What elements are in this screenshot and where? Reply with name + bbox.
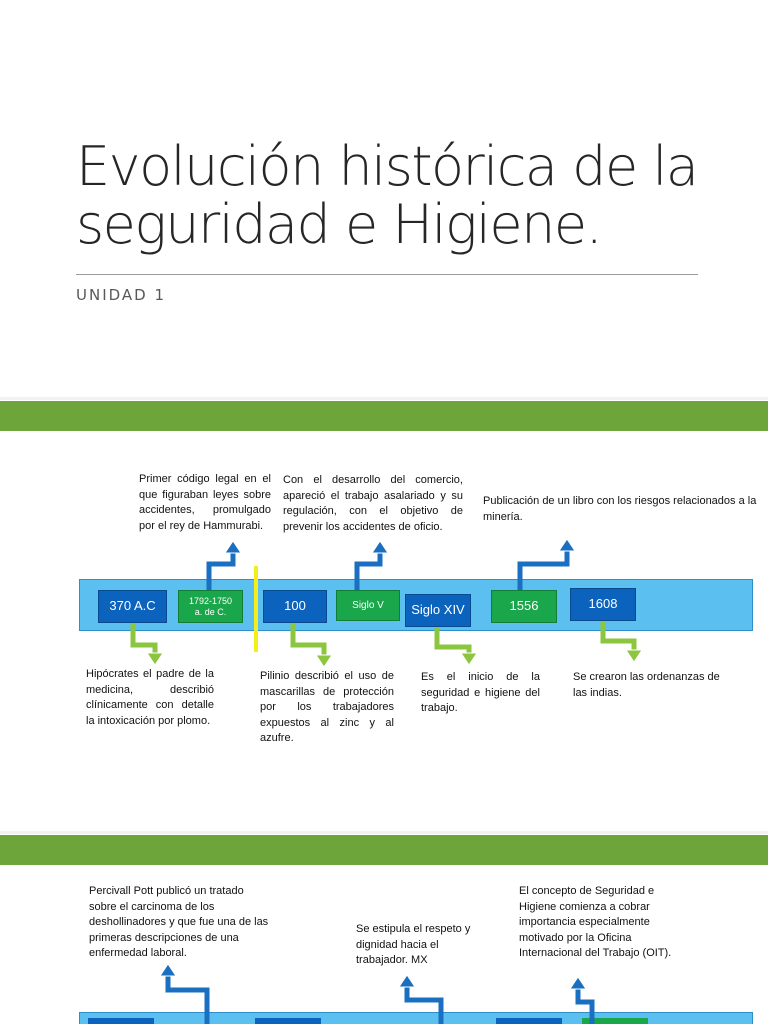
note-inicio: Es el inicio de la seguridad e higiene del trabajo. bbox=[421, 671, 540, 714]
arrowhead-indias bbox=[626, 650, 642, 662]
note-respeto: Se estipula el respeto y dignidad hacia el trabajador. MX bbox=[356, 923, 471, 966]
event-1792-1750-line-2: a. de C. bbox=[194, 606, 227, 617]
arrowhead-pott bbox=[160, 964, 176, 976]
arrowhead-concepto bbox=[570, 977, 586, 989]
slide-title bbox=[76, 135, 756, 256]
arrowhead-hammurabi bbox=[225, 541, 241, 553]
note-hammurabi: Primer código legal en el que figuraban leyes sobre accidentes, promulgado por el rey de Hammurabi. bbox=[139, 473, 271, 532]
note-mineria: Publicación de un libro con los riesgos relacionados a la minería. bbox=[483, 495, 757, 523]
event-box-partial-3 bbox=[255, 1018, 321, 1024]
event-100: 100 bbox=[263, 590, 327, 623]
note-pilinio: Pilinio describió el uso de mascarillas de protección por los trabajadores expuestos al zinc y al azufre. bbox=[260, 670, 394, 744]
slide-subtitle: UNIDAD 1 bbox=[76, 286, 167, 304]
note-concepto: El concepto de Seguridad e Higiene comienza a cobrar importancia especialmente motivado por la Oficina Internacional del Trabajo (OIT). bbox=[519, 885, 672, 959]
arrowhead-hipocrates bbox=[147, 653, 163, 665]
slide-title-line-2: seguridad e Higiene. bbox=[76, 193, 602, 256]
slide-header-band bbox=[0, 401, 768, 431]
title-divider bbox=[76, 274, 698, 275]
slide-title-line-1: Evolución histórica de la bbox=[76, 135, 698, 198]
event-box-partial bbox=[582, 1018, 648, 1024]
event-370ac: 370 A.C bbox=[98, 590, 167, 623]
title-slide bbox=[0, 0, 768, 400]
slide-header-band-2 bbox=[0, 835, 768, 865]
event-1792-1750-line-1: 1792-1750 bbox=[188, 596, 233, 607]
arrowhead-inicio bbox=[461, 653, 477, 665]
event-1792-1750 bbox=[178, 590, 243, 623]
arrowhead-pilinio bbox=[316, 655, 332, 667]
event-1556: 1556 bbox=[491, 590, 557, 623]
arrowhead-respeto bbox=[399, 975, 415, 987]
note-pott: Percivall Pott publicó un tratado sobre el carcinoma de los deshollinadores y que fue una de las primeras descripciones de una enfermedad laboral. bbox=[89, 885, 269, 959]
event-siglo-v: Siglo V bbox=[336, 590, 400, 621]
note-indias: Se crearon las ordenanzas de las indias. bbox=[573, 671, 720, 699]
note-comercio: Con el desarrollo del comercio, apareció el trabajo asalariado y su regulación, con el objetivo de prevenir los accidentes de oficio. bbox=[283, 474, 463, 533]
slide-separator-2 bbox=[0, 831, 768, 834]
arrow-down-inicio bbox=[437, 627, 469, 654]
event-1608: 1608 bbox=[570, 588, 636, 621]
timeline-bar-2 bbox=[79, 1012, 753, 1024]
event-box-partial-4 bbox=[88, 1018, 154, 1024]
note-hipocrates: Hipócrates el padre de la medicina, describió clínicamente con detalle la intoxicación por plomo. bbox=[86, 668, 214, 727]
slide-separator bbox=[0, 397, 768, 400]
event-siglo-xiv: Siglo XIV bbox=[405, 594, 471, 627]
arrowhead-mineria bbox=[559, 539, 575, 551]
event-box-partial-2 bbox=[496, 1018, 562, 1024]
timeline-divider bbox=[254, 566, 258, 652]
arrowhead-comercio bbox=[372, 541, 388, 553]
